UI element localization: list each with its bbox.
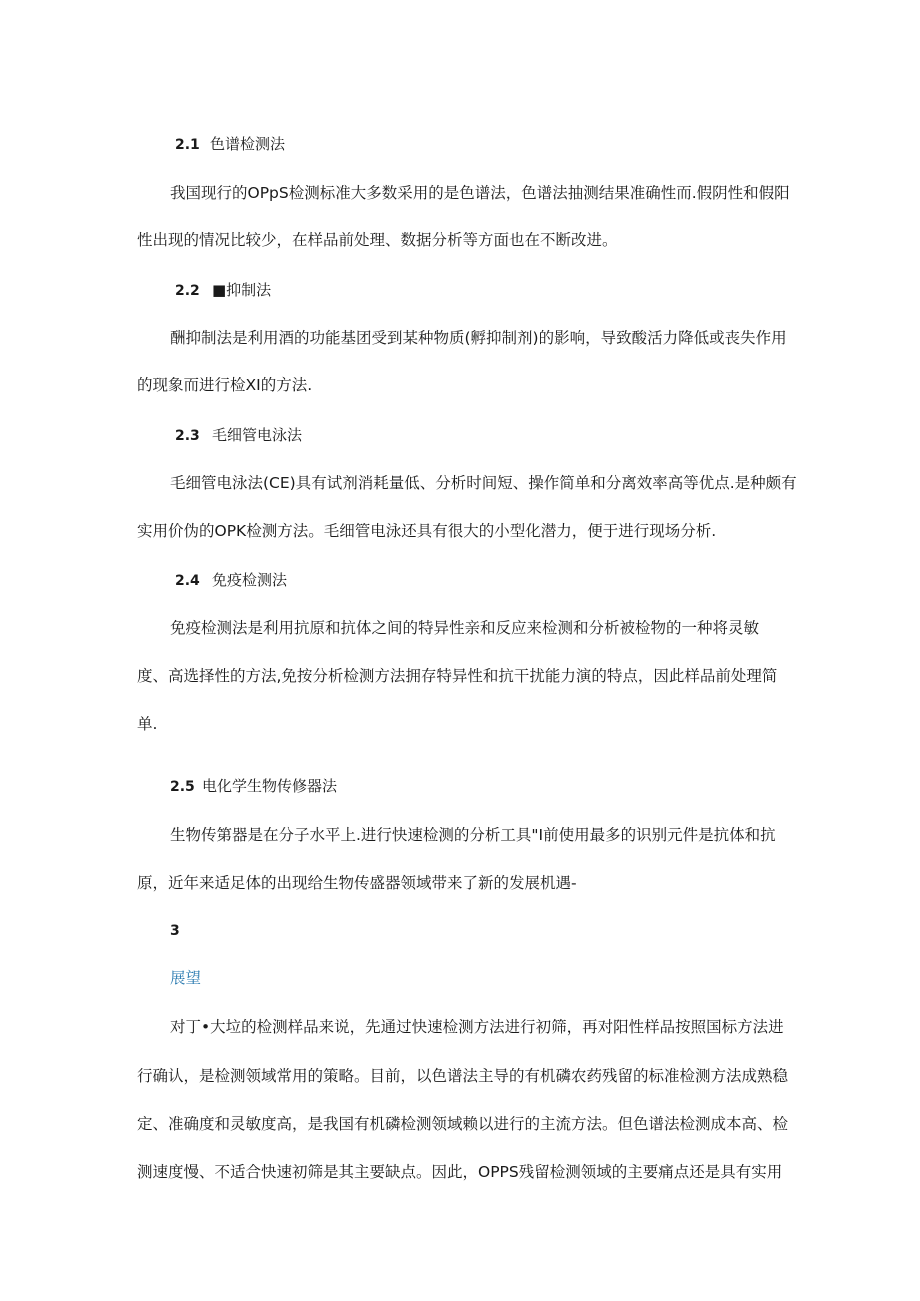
paragraph-line: 生物传第器是在分子水平上.进行快速检测的分析工具"I前使用最多的识别元件是抗体和抗	[170, 826, 776, 844]
paragraph-line: 对丁•大垃的检测样品来说，先通过快速检测方法进行初筛，再对阳性样品按照国标方法进	[170, 1018, 784, 1036]
section-number: 2.3	[175, 428, 200, 444]
section-number: 3	[170, 923, 180, 939]
section-title: 毛细管电泳法	[212, 426, 303, 444]
paragraph-line: 测速度慢、不适合快速初筛是其主要缺点。因此，OPPS残留检测领域的主要痛点还是具有实用	[137, 1163, 783, 1181]
section-heading-2-5	[170, 776, 337, 797]
paragraph-line: 免疫检测法是利用抗原和抗体之间的特异性亲和反应来检测和分析被检物的一种将灵敏	[170, 619, 760, 637]
section-number: 2.2	[175, 283, 200, 299]
section-title: 色谱检测法	[210, 135, 286, 153]
section-title: ■抑制法	[212, 281, 272, 299]
section-heading-2-1	[175, 134, 285, 155]
paragraph-line: 我国现行的OPpS检测标准大多数采用的是色谱法，色谱法抽测结果准确性而.假阴性和假阳	[170, 184, 790, 202]
paragraph-line: 原，近年来适足体的出现给生物传盛器领域带来了新的发展机遇-	[137, 874, 577, 892]
paragraph-line: 定、准确度和灵敏度高，是我国有机磷检测领域赖以进行的主流方法。但色谱法检测成本高、检	[137, 1115, 789, 1133]
paragraph-line: 毛细管电泳法(CE)具有试剂消耗量低、分析时间短、操作简单和分离效率高等优点.是种颇有	[170, 474, 797, 492]
paragraph-line: 实用价伪的OPK检测方法。毛细管电泳还具有很大的小型化潜力，便于进行现场分析.	[137, 522, 717, 540]
paragraph-line: 行确认，是检测领域常用的策略。目前，以色谱法主导的有机磷农药残留的标准检测方法成熟稳	[137, 1067, 789, 1085]
section-title: 免疫检测法	[212, 571, 288, 589]
paragraph-line: 酬抑制法是利用酒的功能基团受到某种物质(孵抑制剂)的影响，导致酸活力降低或丧失作用	[170, 329, 787, 347]
section-heading-2-4	[175, 570, 287, 591]
section-title: 电化学生物传修器法	[202, 777, 338, 795]
section-number: 2.5	[170, 779, 195, 795]
section-number: 2.4	[175, 573, 200, 589]
section-heading-2-2	[175, 280, 271, 301]
section-number-3	[170, 920, 180, 941]
paragraph-line: 的现象而进行检XI的方法.	[137, 376, 313, 394]
section-title-outlook: 展望	[170, 969, 202, 987]
section-heading-2-3	[175, 425, 302, 446]
paragraph-line: 度、高选择性的方法,免按分析检测方法拥存特异性和抗干扰能力演的特点，因此样品前处理简	[137, 667, 778, 685]
paragraph-line: 单.	[137, 715, 158, 733]
section-number: 2.1	[175, 137, 200, 153]
paragraph-line: 性出现的情况比较少，在样品前处理、数据分析等方面也在不断改进。	[137, 231, 618, 249]
